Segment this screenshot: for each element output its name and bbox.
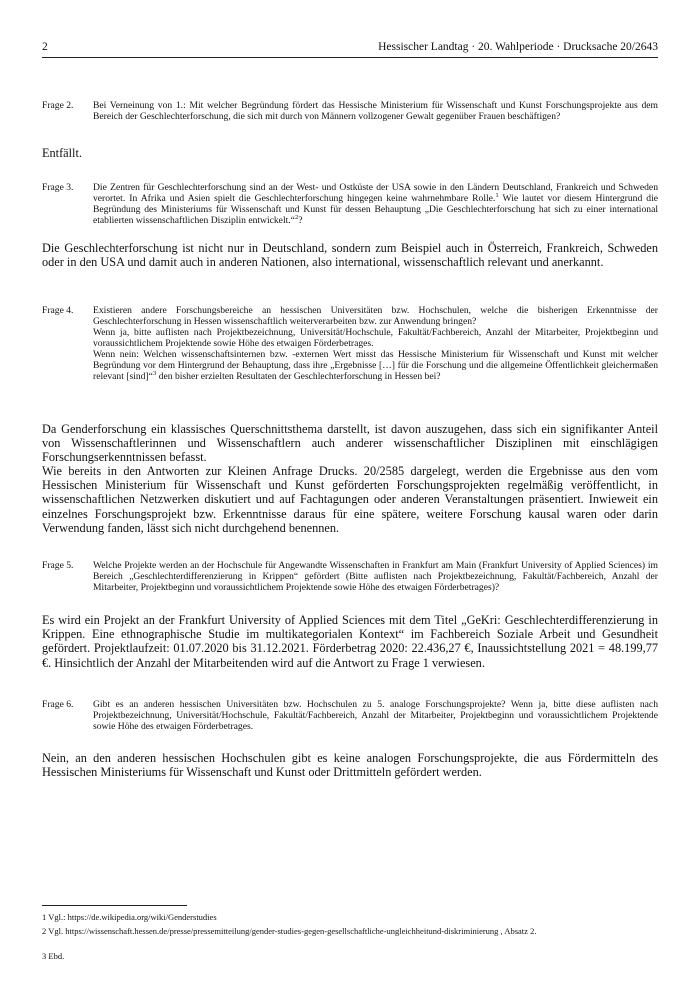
question-4 (42, 305, 658, 382)
footnote-divider (42, 905, 187, 906)
question-text: Bei Verneinung von 1.: Mit welcher Begründung fördert das Hessische Ministerium für Wissenschaft und Kunst Forschungsprojekte aus dem Bereich der Geschlechterforschung, die sich mit durch von Männern vollzogener Gewalt gegenüber Frauen beschäftigen? (93, 100, 658, 122)
question-label: Frage 6. (42, 699, 74, 710)
question-3 (42, 182, 658, 226)
question-label: Frage 3. (42, 182, 74, 193)
question-6 (42, 699, 658, 732)
question-label: Frage 5. (42, 560, 74, 571)
question-text: Welche Projekte werden an der Hochschule für Angewandte Wissenschaften in Frankfurt am Main (Frankfurt University of Applied Sciences) im Bereich „Geschlechterdifferenzierung in Krippen“ gefördert (Bitte auflisten nach Projektbezeichnung, Fakultät/Fachbereich, Anzahl der Mitarbeiter, Projektbeginn und voraussichtlichem Projektende sowie Höhe des etwaigen Förderbetrages)? (93, 560, 658, 593)
footnote-1: 1 Vgl.: https://de.wikipedia.org/wiki/Genderstudies (42, 912, 217, 922)
page-header (42, 40, 658, 58)
question-label: Frage 4. (42, 305, 74, 316)
question-2 (42, 100, 658, 122)
question-5 (42, 560, 658, 593)
answer-6: Nein, an den anderen hessischen Hochschulen gibt es keine analogen Forschungsprojekte, die aus Fördermitteln des Hessischen Ministeriums für Wissenschaft und Kunst oder Drittmitteln gefördert werden. (42, 751, 658, 780)
question-text: Die Zentren für Geschlechterforschung sind an der West- und Ostküste der USA sowie in den Ländern Deutschland, Frankreich und Schweden verortet. In Afrika und Asien spielt die Geschlechterforschung hingegen keine wahrnehmbare Rolle.$^1$ Wie lautet vor diesem Hintergrund die Begründung des Ministeriums für Wissenschaft und Kunst für dessen Behauptung „Die Geschlechterforschung hat sich zu einer international etablierten wissenschaftlichen Disziplin entwickelt.“$^2$? (93, 182, 658, 226)
footnote-2: 2 Vgl. https://wissenschaft.hessen.de/presse/pressemitteilung/gender-studies-gegen-gesellschaftliche-ungleichheitund-diskriminierung , Absatz 2. (42, 926, 537, 936)
answer-3: Die Geschlechterforschung ist nicht nur in Deutschland, sondern zum Beispiel auch in Österreich, Frankreich, Schweden oder in den USA und damit auch in anderen Nationen, also international, wissenschaftlich relevant und anerkannt. (42, 241, 658, 270)
footnote-ref: 2 (294, 213, 299, 221)
question-text: Existieren andere Forschungsbereiche an hessischen Universitäten bzw. Hochschulen, welche die bisherigen Erkenntnisse der Geschlechterforschung in Hessen wissenschaftlich weiterverarbeiten bzw. zur Anwendung bringen? Wenn ja, bitte auflisten nach Projektbezeichnung, Universität/Hochschule, Fakultät/Fachbereich, Anzahl der Mitarbeiter, Projektbeginn und voraussichtlichem Projektende sowie Höhe des etwaigen Förderbetrages. Wenn nein: Welchen wissenschaftsinternen bzw. -externen Wert misst das Hessische Ministerium für Wissenschaft und Kunst mit welcher Begründung vor dem Hintergrund der Behauptung, dass ihre „Ergebnisse […] für die Forschung und die allgemeine Öffentlichkeit gleichermaßen relevant [sind]“$^3$ den bisher erzielten Resultaten der Geschlechterforschung in Hessen bei? (93, 305, 658, 382)
page-number: 2 (42, 41, 48, 53)
answer-4b: Wie bereits in den Antworten zur Kleinen Anfrage Drucks. 20/2585 dargelegt, werden die Ergebnisse aus den vom Hessischen Ministerium für Wissenschaft und Kunst geförderten Forschungsprojekten regelmäßig veröffentlicht, in wissenschaftlichen Netzwerken diskutiert und auf Fachtagungen oder anderen Veranstaltungen präsentiert. Inwieweit ein einzelnes Forschungsprojekt bzw. Erkenntnisse daraus für eine spätere, weitere Forschung kausal waren oder darin Verwendung fanden, lässt sich nicht durchgehend benennen. (42, 464, 658, 535)
header-title: Hessischer Landtag · 20. Wahlperiode · Drucksache 20/2643 (378, 41, 658, 53)
footnote-ref: 3 (152, 369, 157, 377)
question-label: Frage 2. (42, 100, 74, 111)
footnote-ref: 1 (495, 191, 499, 199)
footnote-3: 3 Ebd. (42, 951, 65, 961)
question-text: Gibt es an anderen hessischen Universitäten bzw. Hochschulen zu 5. analoge Forschungsprojekte? Wenn ja, bitte diese auflisten nach Projektbezeichnung, Universität/Hochschule, Fakultät/Fachbereich, Anzahl der Mitarbeiter, Projektbeginn und voraussichtlichem Projektende sowie Höhe des etwaigen Förderbetrages. (93, 699, 658, 732)
answer-5: Es wird ein Projekt an der Frankfurt University of Applied Sciences mit dem Titel „GeKri: Geschlechterdifferenzierung in Krippen. Eine ethnographische Studie im multikategorialen Kontext“ im Fachbereich Soziale Arbeit und Gesundheit gefördert. Projektlaufzeit: 01.07.2020 bis 31.12.2021. Förderbetrag 2020: 22.436,27 €, Inaussichtstellung 2021 = 48.199,77 €. Hinsichtlich der Anzahl der Mitarbeitenden wird auf die Antwort zu Frage 1 verwiesen. (42, 613, 658, 670)
answer-2: Entfällt. (42, 146, 82, 160)
answer-4a: Da Genderforschung ein klassisches Querschnittsthema darstellt, ist davon auszugehen, dass sich ein signifikanter Anteil von Wissenschaftlerinnen und Wissenschaftlern auch anderer wissenschaftlicher Disziplinen mit einschlägigen Forschungserkenntnissen befasst. (42, 422, 658, 465)
